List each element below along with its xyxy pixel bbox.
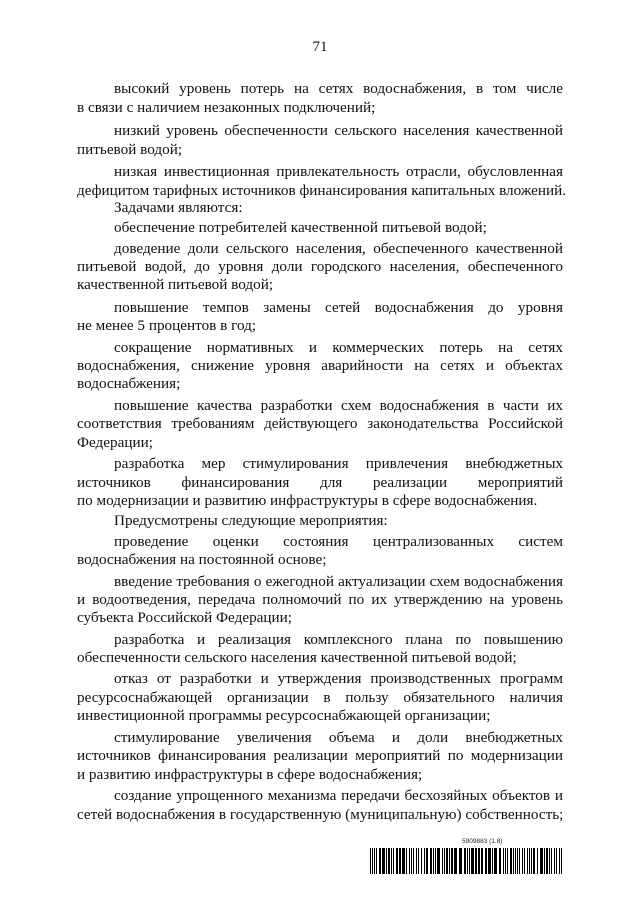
barcode-image [370, 848, 563, 874]
text-line: по модернизации и развитию инфраструктуры в сфере водоснабжения. [77, 492, 538, 509]
text-line: обеспечение потребителей качественной питьевой водой; [114, 219, 487, 236]
text-line: обеспеченности сельского населения качественной питьевой водой; [77, 649, 517, 666]
text-line: низкая инвестиционная привлекательность отрасли, обусловленная [114, 163, 563, 180]
text-line: разработка мер стимулирования привлечения внебюджетных [114, 455, 563, 472]
text-line: инвестиционной программы ресурсоснабжающей организации; [77, 707, 491, 724]
text-line: проведение оценки состояния централизованных систем [114, 533, 563, 550]
text-line: Федерации; [77, 434, 153, 451]
text-line: и водоотведения, передача полномочий по их утверждению на уровень [77, 591, 563, 608]
text-line: низкий уровень обеспеченности сельского населения качественной [114, 122, 563, 139]
text-line: не менее 5 процентов в год; [77, 317, 257, 334]
page-number: 71 [312, 39, 328, 55]
text-line: качественной питьевой водой; [77, 276, 274, 293]
text-line: высокий уровень потерь на сетях водоснабжения, в том числе [114, 80, 563, 97]
text-line: введение требования о ежегодной актуализации схем водоснабжения [114, 573, 563, 590]
text-line: водоснабжения; [77, 375, 181, 392]
text-line: питьевой водой, до уровня доли городского населения, обеспеченного [77, 258, 563, 275]
text-line: дефицитом тарифных источников финансирования капитальных вложений. [77, 182, 567, 199]
text-line: отказ от разработки и утверждения производственных программ [114, 670, 563, 687]
text-line: и развитию инфраструктуры в сфере водоснабжения; [77, 766, 423, 783]
text-line: разработка и реализация комплексного плана по повышению [114, 631, 563, 648]
text-line: повышение качества разработки схем водоснабжения в части их [114, 397, 563, 414]
text-line: стимулирование увеличения объема и доли внебюджетных [114, 729, 563, 746]
text-line: источников финансирования реализации мероприятий по модернизации [77, 747, 563, 764]
text-line: Предусмотрены следующие мероприятия: [114, 512, 388, 529]
text-line: ресурсоснабжающей организации в пользу обязательного наличия [77, 689, 563, 706]
text-line: доведение доли сельского населения, обеспеченного качественной [114, 240, 563, 257]
text-line: Задачами являются: [114, 199, 243, 216]
text-line: водоснабжения на постоянной основе; [77, 551, 327, 568]
text-line: питьевой водой; [77, 141, 183, 158]
text-line: сокращение нормативных и коммерческих потерь на сетях [114, 339, 563, 356]
text-line: создание упрощенного механизма передачи бесхозяйных объектов и [114, 787, 563, 804]
text-line: соответствия требованиям действующего законодательства Российской [77, 415, 563, 432]
text-line: повышение темпов замены сетей водоснабжения до уровня [114, 299, 563, 316]
text-line: водоснабжения, снижение уровня аварийности на сетях и объектах [77, 357, 563, 374]
document-code: 5909883 (1.8) [462, 838, 503, 845]
text-line: сетей водоснабжения в государственную (муниципальную) собственность; [77, 806, 564, 823]
text-line: в связи с наличием незаконных подключений; [77, 99, 376, 116]
text-line: субъекта Российской Федерации; [77, 609, 293, 626]
text-line: источников финансирования для реализации мероприятий [77, 474, 563, 491]
